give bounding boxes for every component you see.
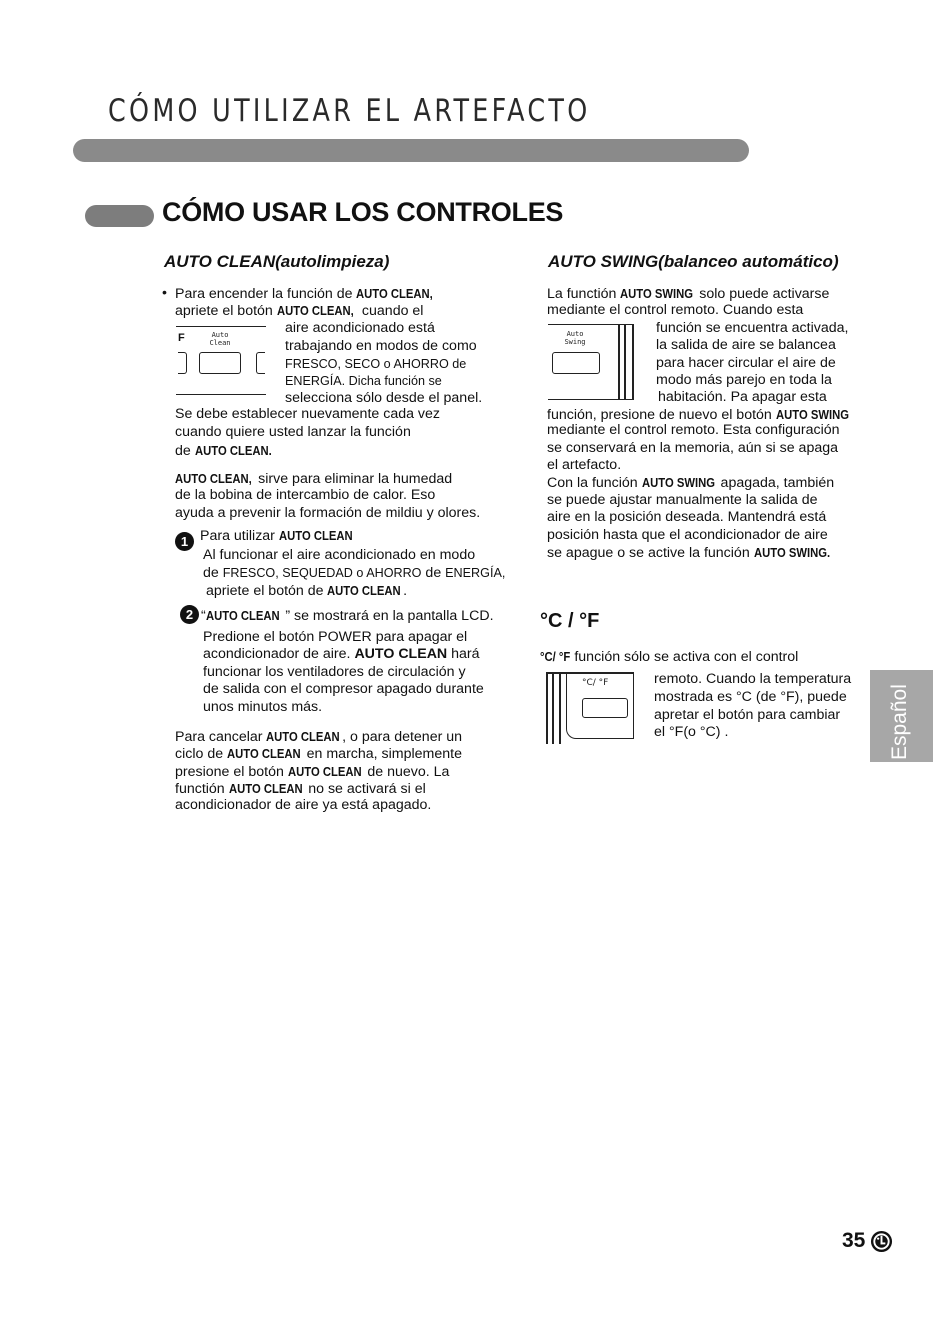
auto-swing-line9: mediante el control remoto. Esta configuración: [547, 422, 840, 438]
page-number: 35: [842, 1229, 866, 1252]
auto-swing-panel-illustration: [546, 322, 638, 400]
auto-swing-line7: habitación. Pa apagar esta: [658, 389, 827, 405]
auto-swing-line2: mediante el control remoto. Cuando esta: [547, 302, 804, 318]
auto-swing-line15: posición hasta que el acondicionador de aire: [547, 527, 828, 543]
panel-auto-swing-label: Auto Swing: [564, 330, 586, 346]
auto-clean-button: [199, 352, 241, 374]
panel-f-label: F: [178, 332, 185, 344]
auto-swing-line10: se conservará en la memoria, aún si se apaga: [547, 440, 839, 456]
auto-clean-p2-line1: AUTO CLEAN, sirve para eliminar la humedad: [175, 471, 453, 487]
auto-clean-p2-line3: ayuda a prevenir la formación de mildiu y olores.: [175, 505, 481, 521]
auto-clean-panel-illustration: [176, 322, 268, 402]
step-2-line2: Predione el botón POWER para apagar el: [203, 629, 468, 645]
auto-swing-line6: modo más parejo en toda la: [656, 372, 832, 388]
header-bar: [73, 139, 749, 162]
auto-swing-line12: Con la función AUTO SWING apagada, también: [547, 475, 835, 491]
auto-swing-line3: función se encuentra activada,: [656, 320, 849, 336]
step-2-line1: “AUTO CLEAN ” se mostrará en la pantalla LCD.: [201, 608, 494, 624]
auto-clean-heading: AUTO CLEAN(autolimpieza): [164, 252, 390, 271]
cf-line2: remoto. Cuando la temperatura: [654, 671, 852, 687]
auto-clean-p1-line6: ENERGÍA. Dicha función se: [285, 374, 442, 388]
panel-left-button: [178, 352, 187, 374]
auto-swing-line14: aire en la posición deseada. Mantendrá está: [547, 509, 827, 525]
auto-swing-line8: función, presione de nuevo el botón AUTO SWING: [547, 407, 849, 423]
auto-clean-p1-line4: trabajando en modos de como: [285, 338, 477, 354]
page-header-title: CÓMO UTILIZAR EL ARTEFACTO: [108, 93, 591, 129]
step-2-line3: acondicionador de aire. AUTO CLEAN hará: [203, 646, 480, 662]
panel-auto-clean-label: Auto Clean: [209, 331, 231, 347]
step-2-line4: funcionar los ventiladores de circulación y: [203, 664, 466, 680]
auto-clean-p1-line10: de AUTO CLEAN.: [175, 443, 272, 459]
step-1-badge: 1: [175, 532, 194, 551]
cf-button: [582, 698, 628, 718]
auto-clean-p1-line3: aire acondicionado está: [285, 320, 435, 336]
auto-clean-p3-line4: functión AUTO CLEAN no se activará si el: [175, 781, 426, 797]
auto-swing-line4: la salida de aire se balancea: [656, 337, 836, 353]
panel-cf-label: °C/ °F: [582, 678, 609, 688]
step-1-line2: Al funcionar el aire acondicionado en modo: [203, 547, 476, 563]
auto-swing-line16: se apague o se active la función AUTO SWING.: [547, 545, 830, 561]
language-side-tab: [870, 670, 933, 762]
auto-swing-line5: para hacer circular el aire de: [656, 355, 836, 371]
cf-line5: el °F(o °C) .: [654, 724, 729, 740]
auto-clean-p1-line1: Para encender la función de AUTO CLEAN,: [175, 286, 434, 302]
step-1-line1: Para utilizar AUTO CLEAN: [200, 528, 353, 544]
cf-panel-illustration: [546, 672, 638, 746]
lg-logo-icon: [870, 1230, 893, 1253]
cf-heading: °C / °F: [540, 610, 600, 632]
step-1-line4: apriete el botón de AUTO CLEAN .: [206, 583, 408, 599]
auto-clean-p3-line5: acondicionador de aire ya está apagado.: [175, 797, 432, 813]
auto-clean-p1-line9: cuando quiere usted lanzar la función: [175, 424, 411, 440]
cf-line1: °C/ °F función sólo se activa con el control: [540, 649, 799, 665]
auto-clean-p3-line3: presione el botón AUTO CLEAN de nuevo. La: [175, 764, 450, 780]
step-2-line5: de salida con el compresor apagado durante: [203, 681, 484, 697]
auto-clean-p1-line7: selecciona sólo desde el panel.: [285, 390, 483, 406]
section-pill: [85, 205, 154, 227]
auto-clean-p3-line1: Para cancelar AUTO CLEAN , o para detener un: [175, 729, 463, 745]
side-tab-label: Español: [888, 684, 911, 760]
step-1-line3: de FRESCO, SEQUEDAD o AHORRO de ENERGÍA,: [203, 565, 506, 581]
auto-clean-p1-line8: Se debe establecer nuevamente cada vez: [175, 406, 441, 422]
auto-clean-p2-line2: de la bobina de intercambio de calor. Eso: [175, 487, 436, 503]
auto-swing-line1: La functión AUTO SWING solo puede activarse: [547, 286, 830, 302]
cf-line4: apretar el botón para cambiar: [654, 707, 841, 723]
panel-right-button: [256, 352, 265, 374]
auto-clean-p1-line2: apriete el botón AUTO CLEAN, cuando el: [175, 303, 424, 319]
bullet-dot: •: [162, 285, 167, 301]
auto-swing-line13: se puede ajustar manualmente la salida de: [547, 492, 818, 508]
auto-swing-button: [552, 352, 600, 374]
auto-clean-p1-line5: FRESCO, SECO o AHORRO de: [285, 357, 467, 371]
auto-swing-heading: AUTO SWING(balanceo automático): [548, 252, 839, 271]
cf-line3: mostrada es °C (de °F), puede: [654, 689, 847, 705]
auto-clean-p3-line2: ciclo de AUTO CLEAN en marcha, simplemente: [175, 746, 462, 762]
auto-swing-line11: el artefacto.: [547, 457, 622, 473]
step-2-badge: 2: [180, 605, 199, 624]
step-2-line6: unos minutos más.: [203, 699, 323, 715]
section-title: CÓMO USAR LOS CONTROLES: [162, 197, 564, 227]
